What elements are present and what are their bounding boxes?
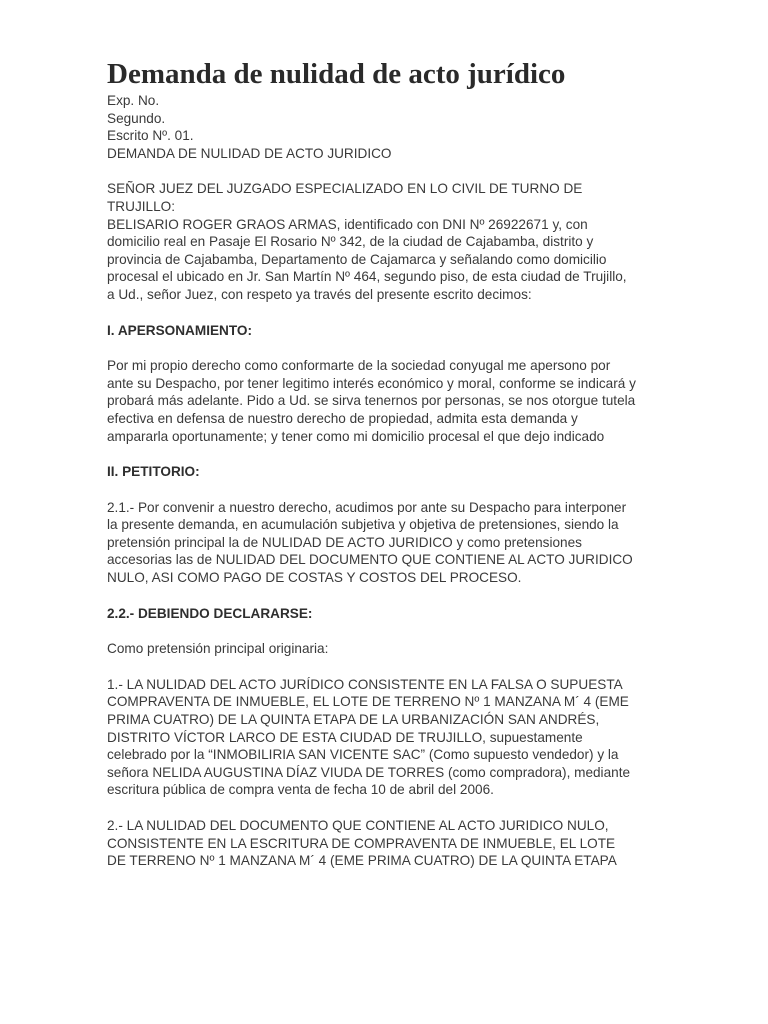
spacer (107, 587, 707, 605)
paragraph-line: la presente demanda, en acumulación subjetiva y objetiva de pretensiones, siendo la (107, 517, 619, 533)
paragraph-line: efectiva en defensa de nuestro derecho de propiedad, admita esta demanda y (107, 410, 578, 426)
apersonamiento-paragraph (107, 357, 707, 445)
paragraph-line: DISTRITO VÍCTOR LARCO DE ESTA CIUDAD DE TRUJILLO, supuestamente (107, 729, 583, 745)
address-line: TRUJILLO: (107, 198, 175, 214)
paragraph-line: ampararla oportunamente; y tener como mi domicilio procesal el que dejo indicado (107, 428, 605, 444)
paragraph-line: pretensión principal la de NULIDAD DE ACTO JURIDICO y como pretensiones (107, 534, 582, 550)
sumilla-line: DEMANDA DE NULIDAD DE ACTO JURIDICO (107, 145, 392, 161)
spacer (107, 304, 707, 322)
paragraph-line: COMPRAVENTA DE INMUEBLE, EL LOTE DE TERRENO Nº 1 MANZANA M´ 4 (EME (107, 694, 629, 710)
address-line: provincia de Cajabamba, Departamento de Cajamarca y señalando como domicilio (107, 251, 607, 267)
section-heading-petitorio: II. PETITORIO: (107, 464, 200, 480)
paragraph-line: 2.- LA NULIDAD DEL DOCUMENTO QUE CONTIENE AL ACTO JURIDICO NULO, (107, 818, 609, 833)
spacer (107, 445, 707, 463)
address-line: SEÑOR JUEZ DEL JUZGADO ESPECIALIZADO EN LO CIVIL DE TURNO DE (107, 181, 583, 197)
expediente-line: Exp. No. (107, 93, 160, 108)
paragraph-line: DE TERRENO Nº 1 MANZANA M´ 4 (EME PRIMA CUATRO) DE LA QUINTA ETAPA (107, 853, 617, 869)
address-line: domicilio real en Pasaje El Rosario Nº 342, de la ciudad de Cajabamba, distrito y (107, 234, 594, 250)
paragraph-line: ante su Despacho, por tener legitimo interés económico y moral, conforme se indicará y (107, 375, 636, 391)
document-title: Demanda de nulidad de acto jurídico (107, 58, 566, 90)
secretario-line: Segundo. (107, 110, 166, 126)
paragraph-line: 1.- LA NULIDAD DEL ACTO JURÍDICO CONSISTENTE EN LA FALSA O SUPUESTA (107, 676, 623, 692)
paragraph-line: Por mi propio derecho como conformarte de la sociedad conyugal me apersono por (107, 358, 611, 374)
header-block (107, 92, 707, 162)
spacer (107, 622, 707, 640)
paragraph-line: CONSISTENTE EN LA ESCRITURA DE COMPRAVENTA DE INMUEBLE, EL LOTE (107, 835, 616, 851)
address-line: procesal el ubicado en Jr. San Martín Nº 464, segundo piso, de esta ciudad de Trujillo, (107, 269, 627, 285)
pretension-item-1 (107, 676, 707, 799)
spacer (107, 162, 707, 180)
address-paragraph (107, 180, 707, 303)
paragraph-line: accesorias las de NULIDAD DEL DOCUMENTO QUE CONTIENE AL ACTO JURIDICO (107, 552, 633, 568)
spacer (107, 339, 707, 357)
paragraph-line: PRIMA CUATRO) DE LA QUINTA ETAPA DE LA URBANIZACIÓN SAN ANDRÉS, (107, 712, 600, 728)
spacer (107, 799, 707, 817)
paragraph-line: 2.1.- Por convenir a nuestro derecho, acudimos por ante su Despacho para interponer (107, 499, 627, 515)
paragraph-line: celebrado por la “INMOBILIRIA SAN VICENTE SAC” (Como supuesto vendedor) y la (107, 747, 619, 763)
paragraph-line: NULO, ASI COMO PAGO DE COSTAS Y COSTOS DEL PROCESO. (107, 570, 522, 586)
spacer (107, 658, 707, 676)
paragraph-line: señora NELIDA AUGUSTINA DÍAZ VIUDA DE TORRES (como compradora), mediante (107, 764, 631, 780)
section-heading-declararse: 2.2.- DEBIENDO DECLARARSE: (107, 605, 313, 621)
paragraph-line: escritura pública de compra venta de fecha 10 de abril del 2006. (107, 782, 494, 798)
document-page (107, 58, 707, 870)
address-line: a Ud., señor Juez, con respeto ya través del presente escrito decimos: (107, 286, 532, 302)
pretension-item-2 (107, 817, 707, 870)
spacer (107, 481, 707, 499)
pretension-intro: Como pretensión principal originaria: (107, 641, 329, 657)
escrito-line: Escrito Nº. 01. (107, 128, 194, 144)
paragraph-line: probará más adelante. Pido a Ud. se sirva tenernos por personas, se nos otorgue tutela (107, 393, 636, 409)
petitorio-paragraph (107, 499, 707, 587)
section-heading-apersonamiento: I. APERSONAMIENTO: (107, 322, 253, 338)
address-line: BELISARIO ROGER GRAOS ARMAS, identificado con DNI Nº 26922671 y, con (107, 216, 588, 232)
